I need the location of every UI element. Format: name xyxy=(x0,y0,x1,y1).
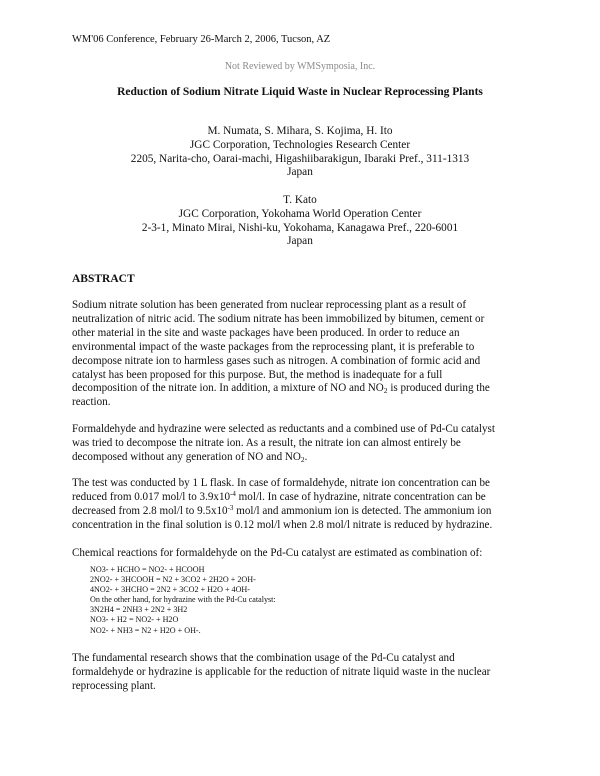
author-affiliation: JGC Corporation, Yokohama World Operation Center xyxy=(178,207,422,220)
text-line: concentration in the final solution is 0.12 mol/l when 2.8 mol/l nitrate is reduced by hydrazine. xyxy=(72,518,493,531)
text-line: neutralization of nitric acid. The sodium nitrate has been immobilized by bitumen, cement or xyxy=(72,312,485,325)
paper-title: Reduction of Sodium Nitrate Liquid Waste in Nuclear Reprocessing Plants xyxy=(117,86,483,98)
author-address: 2205, Narita-cho, Oarai-machi, Higashiibarakigun, Ibaraki Pref., 311-1313 xyxy=(130,152,470,165)
text-line: reduced from 0.017 mol/l to $3.9x10^{-4}$ mol/l. In case of hydrazine, nitrate concentration can be xyxy=(72,489,486,503)
text-line: The fundamental research shows that the combination usage of the Pd-Cu catalyst and xyxy=(72,652,455,664)
abstract-paragraph-3 xyxy=(72,477,530,533)
text-line: reprocessing plant. xyxy=(72,679,156,692)
text-line: catalyst has been proposed for this purpose. But, the method is inadequate for a full xyxy=(72,368,443,381)
text-line: reaction. xyxy=(72,396,111,409)
author-names: M. Numata, S. Mihara, S. Kojima, H. Ito xyxy=(207,125,393,137)
review-watermark: Not Reviewed by WMSymposia, Inc. xyxy=(224,61,376,72)
abstract-paragraph-4 xyxy=(72,547,530,561)
text-line: Chemical reactions for formaldehyde on the Pd-Cu catalyst are estimated as combination of: xyxy=(72,547,483,559)
equation-line: 4NO2- + 3HCHO = 2N2 + 3CO2 + H2O + 4OH- xyxy=(90,585,250,595)
text-line: was tried to decompose the nitrate ion. As a result, the nitrate ion can almost entirely be xyxy=(72,436,461,449)
author-country: Japan xyxy=(287,166,313,179)
equation-line: NO3- + H2 = NO2- + H2O xyxy=(90,615,179,625)
author-country: Japan xyxy=(287,235,313,248)
text-line: decomposed without any generation of NO and $NO_2$. xyxy=(72,450,308,464)
equation-line: NO3- + HCHO = NO2- + HCOOH xyxy=(90,565,205,574)
text-line: environmental impact of the waste packages from the reprocessing plant, it is preferable to xyxy=(72,340,475,353)
equation-line: NO2- + NH3 = N2 + H2O + OH-. xyxy=(90,625,201,635)
reaction-equations xyxy=(90,565,276,636)
text-line: decomposition of the nitrate ion. In addition, a mixture of NO and $NO_2$ is produced during the xyxy=(72,382,490,396)
abstract-paragraph-2 xyxy=(72,423,530,465)
text-line: formaldehyde or hydrazine is applicable for the reduction of nitrate liquid waste in the nuclear xyxy=(72,665,491,678)
abstract-paragraph-1 xyxy=(72,299,530,410)
text-line: decreased from 2.8 mol/l to $9.5x10^{-3}$ mol/l and ammonium ion is detected. The ammonium ion xyxy=(72,503,492,517)
text-line: other material in the site and waste packages have been produced. In order to reduce an xyxy=(72,326,460,339)
conference-header: WM'06 Conference, February 26-March 2, 2006, Tucson, AZ xyxy=(72,34,331,45)
equation-line: 3N2H4 = 2NH3 + 2N2 + 3H2 xyxy=(90,605,188,615)
author-address: 2-3-1, Minato Mirai, Nishi-ku, Yokohama, Kanagawa Pref., 220-6001 xyxy=(141,221,459,234)
equation-line: 2NO2- + 3HCOOH = N2 + 3CO2 + 2H2O + 2OH- xyxy=(90,575,256,585)
author-block-1 xyxy=(0,125,600,180)
author-affiliation: JGC Corporation, Technologies Research Center xyxy=(189,138,411,151)
equation-line: On the other hand, for hydrazine with the Pd-Cu catalyst: xyxy=(90,595,276,605)
abstract-heading: ABSTRACT xyxy=(72,273,135,285)
text-line: decompose nitrate ion to harmless gases such as nitrogen. A combination of formic acid and xyxy=(72,354,481,367)
text-line: Sodium nitrate solution has been generated from nuclear reprocessing plant as a result of xyxy=(72,299,467,311)
author-block-2 xyxy=(0,194,600,249)
text-line: Formaldehyde and hydrazine were selected as reductants and a combined use of Pd-Cu catalyst xyxy=(72,423,495,435)
author-names: T. Kato xyxy=(283,194,317,206)
abstract-paragraph-5 xyxy=(72,652,530,694)
text-line: The test was conducted by 1 L flask. In case of formaldehyde, nitrate ion concentration can be xyxy=(72,477,490,489)
